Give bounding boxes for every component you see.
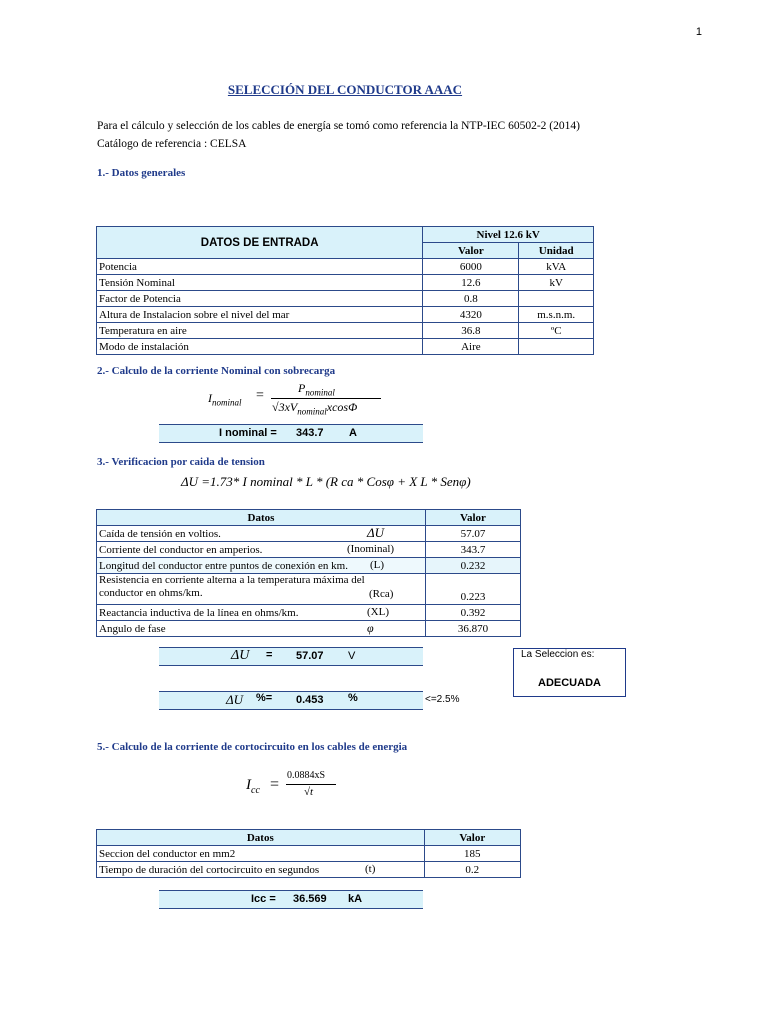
short-circuit-table <box>96 829 521 878</box>
table-row <box>97 558 521 574</box>
row-value: 0.223 <box>425 574 520 605</box>
voltage-drop-table <box>96 509 521 637</box>
row-unit <box>519 339 594 355</box>
table-header-valor: Valor <box>425 510 520 526</box>
formula-numerator: P <box>298 381 306 395</box>
row-value: 0.232 <box>425 558 520 574</box>
nominal-current-result <box>159 424 423 443</box>
table-row <box>97 526 521 542</box>
short-circuit-result <box>159 890 423 909</box>
table-row <box>97 307 594 323</box>
table-row <box>97 862 521 878</box>
row-value: 12.6 <box>423 275 519 291</box>
table-header-valor: Valor <box>423 243 519 259</box>
formula-lhs-sub: cc <box>251 785 260 796</box>
row-value: 36.8 <box>423 323 519 339</box>
result-value: 343.7 <box>296 427 324 439</box>
table-row <box>97 621 521 637</box>
table-row <box>97 259 594 275</box>
row-symbol: φ <box>367 621 374 635</box>
result-unit: A <box>349 427 357 439</box>
row-value: 0.2 <box>424 862 520 878</box>
nominal-current-formula: $I_{nominal}$ = $P_{nominal}$ $√3xV_{nominal}xcos\Phi$ <box>208 381 378 421</box>
table-row <box>97 275 594 291</box>
row-value: 343.7 <box>425 542 520 558</box>
row-unit: m.s.n.m. <box>519 307 594 323</box>
intro-line-1: Para el cálculo y selección de los cables de energía se tomó como referencia la NTP-IEC 60502-2 (2014) <box>97 120 580 132</box>
result-unit: % <box>348 692 358 704</box>
row-label: Modo de instalación <box>97 339 423 355</box>
row-symbol: (Rca) <box>369 588 394 600</box>
table-header-datos-entrada: DATOS DE ENTRADA <box>97 227 423 259</box>
formula-denominator: √3xV <box>272 400 298 414</box>
table-row <box>97 542 521 558</box>
result-eq: %= <box>256 692 273 704</box>
formula-denominator-sub: nominal <box>297 406 327 417</box>
table-row <box>97 339 594 355</box>
row-label: Resistencia en corriente alterna a la temperatura máxima del conductor en ohms/km. <box>99 574 365 599</box>
formula-numerator: 0.0884xS <box>287 770 326 781</box>
row-label: Seccion del conductor en mm2 <box>97 846 425 862</box>
selection-box <box>513 648 626 697</box>
voltage-drop-formula: ΔU =1.73* I nominal * L * (R ca * Cosφ + X L * Senφ) <box>181 474 471 489</box>
row-value: 0.392 <box>425 605 520 621</box>
result-symbol: ΔU <box>231 648 250 663</box>
table-header-datos: Datos <box>97 830 425 846</box>
row-value: Aire <box>423 339 519 355</box>
row-unit <box>519 291 594 307</box>
row-value: 57.07 <box>425 526 520 542</box>
table-row <box>97 574 521 605</box>
table-row <box>97 605 521 621</box>
section1-heading: 1.- Datos generales <box>97 167 186 179</box>
row-label: Factor de Potencia <box>97 291 423 307</box>
row-label: Corriente del conductor en amperios. <box>99 543 263 556</box>
row-value: 36.870 <box>425 621 520 637</box>
row-label: Reactancia inductiva de la línea en ohms/km. <box>99 606 299 619</box>
result-value: 0.453 <box>296 694 324 706</box>
section2-heading: 2.- Calculo de la corriente Nominal con sobrecarga <box>97 365 336 377</box>
input-data-table <box>96 226 594 355</box>
page-number: 1 <box>695 26 702 38</box>
section5-heading: 5.- Calculo de la corriente de cortocircuito en los cables de energia <box>97 741 408 753</box>
voltage-drop-result <box>159 647 423 666</box>
row-value: 4320 <box>423 307 519 323</box>
row-label: Tensión Nominal <box>97 275 423 291</box>
result-value: 57.07 <box>296 650 324 662</box>
result-unit: kA <box>348 893 363 905</box>
table-header-datos: Datos <box>97 510 426 526</box>
row-label: Altura de Instalacion sobre el nivel del mar <box>97 307 423 323</box>
table-header-valor: Valor <box>424 830 520 846</box>
row-label: Longitud del conductor entre puntos de conexión en km. <box>99 559 348 572</box>
result-label: I nominal = <box>219 427 277 439</box>
section3-heading: 3.- Verificacion por caida de tension <box>97 456 265 468</box>
short-circuit-formula: $I_{cc}$ = 0.0884xS √t <box>246 770 346 804</box>
row-label: Temperatura en aire <box>97 323 423 339</box>
table-header-nivel: Nivel 12.6 kV <box>423 227 594 243</box>
intro-line-2: Catálogo de referencia : CELSA <box>97 138 247 150</box>
formula-denominator: √t <box>304 786 314 798</box>
table-row <box>97 291 594 307</box>
row-value: 185 <box>424 846 520 862</box>
result-value: 36.569 <box>293 893 327 905</box>
result-symbol: ΔU <box>226 692 244 707</box>
row-value: 6000 <box>423 259 519 275</box>
voltage-drop-percent-result <box>159 691 423 710</box>
result-unit: V <box>348 650 356 662</box>
row-unit: kV <box>519 275 594 291</box>
row-symbol: (XL) <box>367 606 389 618</box>
formula-lhs-sub: nominal <box>212 397 242 408</box>
formula-numerator-sub: nominal <box>305 387 335 398</box>
row-label: Caída de tensión en voltios. <box>99 527 221 540</box>
row-label: Angulo de fase <box>99 622 166 635</box>
selection-value: ADECUADA <box>538 677 601 689</box>
row-unit: ºC <box>519 323 594 339</box>
document-title: SELECCIÓN DEL CONDUCTOR AAAC <box>227 82 463 97</box>
result-label: Icc = <box>251 893 276 905</box>
row-symbol: (t) <box>365 863 376 875</box>
result-eq: = <box>266 649 273 661</box>
formula-lhs: I <box>208 391 212 405</box>
table-row <box>97 323 594 339</box>
formula-denominator-tail: xcosΦ <box>326 400 358 414</box>
selection-label: La Seleccion es: <box>521 649 595 660</box>
row-symbol: ΔU <box>367 525 385 540</box>
formula-lhs: I <box>246 777 251 793</box>
row-label: Tiempo de duración del cortocircuito en segundos <box>99 863 320 876</box>
row-value: 0.8 <box>423 291 519 307</box>
row-symbol: (L) <box>370 559 385 571</box>
row-label: Potencia <box>97 259 423 275</box>
table-header-unidad: Unidad <box>519 243 594 259</box>
voltage-drop-limit: <=2.5% <box>425 694 460 705</box>
row-unit: kVA <box>519 259 594 275</box>
table-row <box>97 846 521 862</box>
row-symbol: (Inominal) <box>347 543 395 555</box>
